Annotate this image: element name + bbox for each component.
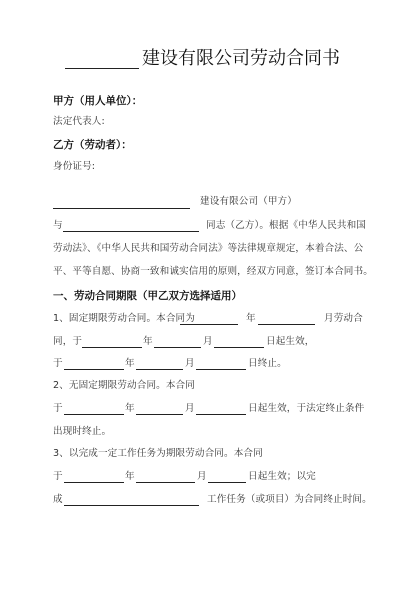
item3-line1: 3、以完成一定工作任务为期限劳动合同。本合同 [53,448,263,459]
company-name-blank [53,208,190,209]
item1-line3-d: 日终止。 [248,358,287,369]
intro-line-2: 劳动法》、《中华人民共和国劳动合同法》等法律规章规定，本着合法、公 [53,243,364,254]
item1-line2-year-unit: 年 [143,336,153,347]
item1-start-year-blank [82,347,142,348]
title-blank-line [65,68,139,69]
item2-start-month-blank [136,414,183,415]
item1-line2-d: 日起生效， [266,336,315,347]
intro-line-3: 平、平等自愿、协商一致和诚实信用的原则，经双方同意，签订本合同书。 [53,266,373,277]
item1-end-year-blank [64,369,124,370]
party-a-label: 甲方（用人单位）： [53,95,143,107]
id-number-label: 身份证号: [53,161,96,172]
item1-line1-a: 1、固定期限劳动合同。本合同为 [53,313,195,324]
item3-task-blank [64,505,199,506]
item2-start-day-blank [196,414,246,415]
item2-line2-month-unit: 月 [185,403,195,414]
item3-line2-a: 于 [53,471,63,482]
employee-name-blank [63,231,199,232]
item1-line2-month-unit: 月 [203,336,213,347]
item2-line3: 出现时终止。 [53,426,112,437]
item2-line2-year-unit: 年 [125,403,135,414]
party-b-label: 乙方（劳动者）： [53,139,132,151]
item3-line3-b: 工作任务（或项目）为合同终止时间。 [207,494,372,505]
intro-comrade-text: 同志（乙方）。根据《中华人民共和国 [206,220,366,231]
item1-line1-year-unit: 年 [246,313,256,324]
item2-line2-a: 于 [53,403,63,414]
item1-line3-a: 于 [53,358,63,369]
item1-line3-month-unit: 月 [185,358,195,369]
page-title: 建设有限公司劳动合同书 [142,48,340,69]
item1-years-blank [180,324,238,325]
item1-line1-c: 月劳动合 [324,313,363,324]
item2-start-year-blank [64,414,124,415]
section-1-heading: 一、劳动合同期限（甲乙双方选择适用） [53,290,242,302]
item2-line2-d: 日起生效，于法定终止条件 [248,403,365,414]
item3-start-year-blank [64,482,124,483]
item1-line2-a: 同，于 [53,336,83,347]
item3-start-month-blank [136,482,195,483]
item3-line3-a: 成 [53,494,63,505]
intro-with-prefix: 与 [53,220,63,231]
item1-start-day-blank [214,347,264,348]
item1-end-month-blank [136,369,183,370]
item3-line2-d: 日起生效；以完 [248,471,316,482]
item3-line2-month-unit: 月 [197,471,207,482]
item1-months-blank [258,324,315,325]
legal-rep-label: 法定代表人: [53,116,105,127]
item1-end-day-blank [196,369,246,370]
company-suffix-text: 建设有限公司（甲方） [200,196,297,207]
item3-line2-year-unit: 年 [125,471,135,482]
item2-line1: 2、无固定期限劳动合同。本合同 [53,380,195,391]
item1-line3-year-unit: 年 [125,358,135,369]
item3-start-day-blank [208,482,246,483]
item1-start-month-blank [154,347,201,348]
